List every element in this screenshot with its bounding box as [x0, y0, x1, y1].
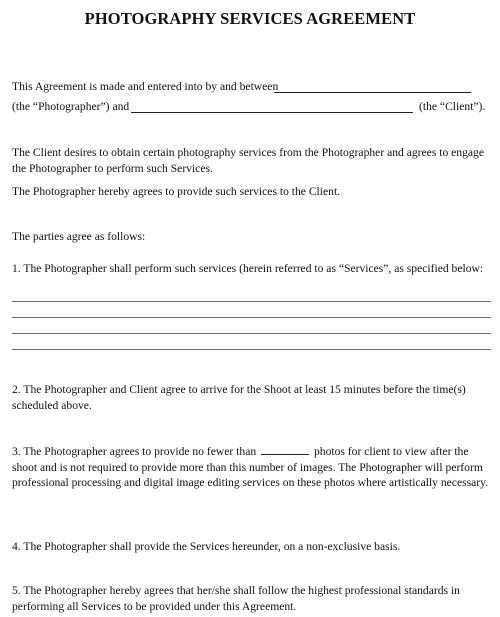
- document-title: PHOTOGRAPHY SERVICES AGREEMENT: [84, 9, 416, 28]
- photographer-agrees-paragraph: The Photographer hereby agrees to provide such services to the Client.: [12, 185, 341, 198]
- party-one-blank[interactable]: [274, 92, 471, 93]
- intro-client-text: (the “Client”).: [419, 100, 486, 113]
- parties-agree-paragraph: The parties agree as follows:: [12, 230, 146, 243]
- clause-2: 2. The Photographer and Client agree to arrive for the Shoot at least 15 minutes before the time(s) scheduled above.: [12, 383, 466, 412]
- party-two-blank[interactable]: [131, 112, 413, 113]
- services-line-1[interactable]: [12, 301, 491, 302]
- client-desires-paragraph: The Client desires to obtain certain photography services from the Photographer and agrees to engage the Photographer to perform such Services.: [12, 146, 484, 175]
- clause-3-start: 3. The Photographer agrees to provide no fewer than: [12, 445, 257, 458]
- clause-3-rest: photos for client to view after the shoot and is not required to provide more than this number of images. The Photographer will perform professional processing and digital image editing services on these photos where artistically necessary.: [12, 445, 489, 489]
- services-line-3[interactable]: [12, 333, 491, 334]
- photo-count-blank[interactable]: [261, 443, 309, 455]
- services-line-4[interactable]: [12, 349, 491, 350]
- clause-5: 5. The Photographer hereby agrees that her/she shall follow the highest professional standards in performing all Services to be provided under this Agreement.: [12, 584, 460, 613]
- clause-1: 1. The Photographer shall perform such services (herein referred to as “Services”, as specified below:: [12, 262, 484, 275]
- intro-between-text: This Agreement is made and entered into by and between: [12, 80, 279, 93]
- intro-photographer-text: (the “Photographer”) and: [12, 100, 130, 113]
- clause-4: 4. The Photographer shall provide the Services hereunder, on a non-exclusive basis.: [12, 540, 401, 553]
- clause-3: [12, 443, 492, 491]
- services-line-2[interactable]: [12, 317, 491, 318]
